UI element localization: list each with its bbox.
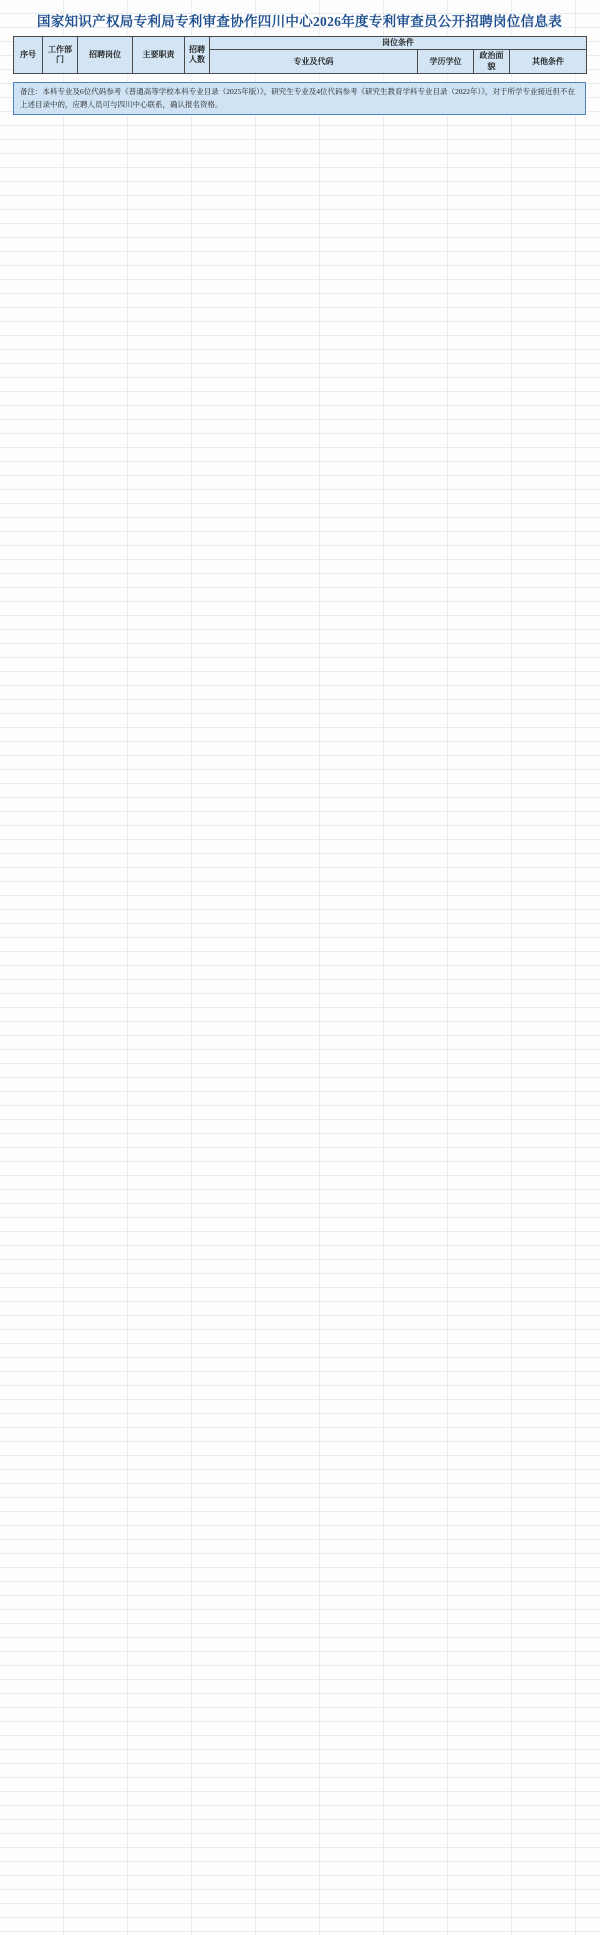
header-count: 招聘人数: [185, 37, 210, 74]
header-other: 其他条件: [510, 50, 587, 74]
header-conditions: 岗位条件: [210, 37, 587, 50]
table-header: [14, 37, 587, 74]
header-seq: 序号: [14, 37, 43, 74]
footnote: 备注：本科专业及6位代码参考《普通高等学校本科专业目录（2025年版）》，研究生专业及4位代码参考《研究生教育学科专业目录（2022年）》，对于所学专业接近但不在上述目录中的，应聘人员可与四川中心联系，确认报名资格。: [13, 82, 586, 115]
header-degree: 学历学位: [418, 50, 474, 74]
header-duty: 主要职责: [133, 37, 185, 74]
recruitment-table: [13, 36, 587, 74]
header-political: 政治面貌: [474, 50, 510, 74]
page: [0, 10, 600, 1935]
page-title: 国家知识产权局专利局专利审查协作四川中心2026年度专利审查员公开招聘岗位信息表: [37, 14, 562, 29]
header-majors: 专业及代码: [210, 50, 418, 74]
header-department: 工作部门: [43, 37, 78, 74]
header-position: 招聘岗位: [78, 37, 133, 74]
